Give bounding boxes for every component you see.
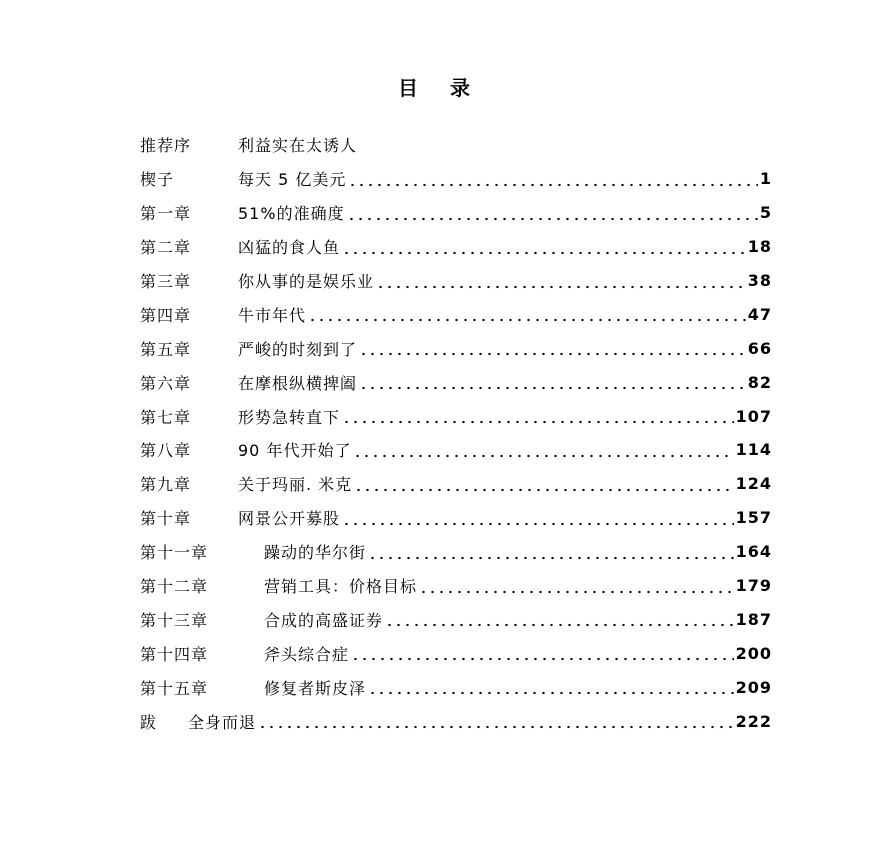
- toc-entry-epilogue[interactable]: [140, 704, 772, 738]
- toc-page-number: 222: [735, 711, 772, 731]
- toc-chapter-label: 第九章: [140, 475, 192, 495]
- toc-page-number: 164: [735, 542, 772, 562]
- toc-page-number: 114: [735, 440, 772, 460]
- toc-chapter-title: 90 年代开始了: [238, 441, 352, 461]
- toc-chapter-title: 牛市年代: [238, 305, 307, 325]
- toc-chapter-label: 第二章: [140, 238, 192, 258]
- toc-chapter-label: 第一章: [140, 204, 192, 224]
- dot-leader: [348, 171, 758, 187]
- toc-chapter-title: 关于玛丽. 米克: [238, 475, 353, 495]
- toc-chapter-title: 凶猛的食人鱼: [238, 238, 341, 258]
- toc-page-number: 38: [747, 271, 772, 290]
- toc-chapter-title: 斧头综合症: [264, 644, 350, 664]
- dot-leader: [354, 476, 733, 492]
- toc-entry-preface[interactable]: [140, 128, 772, 162]
- toc-page-number: 1: [759, 169, 772, 189]
- toc-page-number: 179: [735, 576, 772, 596]
- toc-chapter-label: 第十二章: [140, 577, 209, 597]
- toc-page-number: 200: [735, 643, 772, 663]
- toc-chapter-label: 第十五章: [140, 678, 209, 698]
- toc-entry-chapter-4[interactable]: [140, 297, 772, 331]
- toc-chapter-title: 全身而退: [188, 712, 257, 732]
- toc-chapter-label: 楔子: [140, 170, 175, 190]
- toc-page-number: 124: [735, 474, 772, 494]
- toc-chapter-label: 第六章: [140, 373, 192, 393]
- toc-chapter-title: 形势急转直下: [238, 407, 341, 427]
- page-title-right: 录: [450, 76, 472, 100]
- toc-entry-prologue[interactable]: [140, 162, 772, 196]
- toc-entry-chapter-11[interactable]: [140, 535, 772, 569]
- toc-chapter-label: 第五章: [140, 339, 192, 359]
- dot-leader: [353, 442, 733, 458]
- toc-page-number: 107: [735, 406, 772, 426]
- dot-leader: [351, 645, 734, 661]
- dot-leader: [359, 374, 746, 390]
- toc-page-number: 18: [747, 237, 772, 257]
- toc-entry-chapter-3[interactable]: [140, 264, 772, 298]
- toc-chapter-title: 躁动的华尔街: [264, 543, 367, 563]
- toc-chapter-title: 每天 5 亿美元: [238, 170, 347, 190]
- toc-chapter-label: 第十四章: [140, 644, 209, 664]
- toc-chapter-title: 营销工具：价格目标: [264, 577, 418, 597]
- toc-entry-chapter-12[interactable]: [140, 569, 772, 603]
- toc-entry-chapter-5[interactable]: [140, 331, 772, 365]
- toc-chapter-label: 第十三章: [140, 610, 209, 630]
- toc-chapter-label: 第十一章: [140, 543, 209, 563]
- dot-leader: [342, 510, 734, 526]
- dot-leader: [376, 273, 746, 289]
- page-title-left: 目: [398, 76, 420, 100]
- toc-page-number: 157: [735, 508, 772, 528]
- dot-leader: [342, 408, 734, 424]
- toc-page-number: 187: [735, 609, 772, 629]
- toc-chapter-label: 第三章: [140, 272, 192, 291]
- dot-leader: [258, 713, 734, 729]
- toc-chapter-label: 跋: [140, 712, 158, 732]
- toc-chapter-title: 合成的高盛证券: [264, 610, 384, 630]
- toc-entry-chapter-13[interactable]: [140, 602, 772, 636]
- dot-leader: [368, 544, 734, 560]
- toc-chapter-label: 第十章: [140, 509, 192, 529]
- page-title: [0, 72, 870, 101]
- toc-chapter-label: 第四章: [140, 305, 192, 325]
- toc-chapter-title: 在摩根纵横捭阖: [238, 373, 358, 393]
- dot-leader: [342, 239, 746, 255]
- toc-entry-chapter-2[interactable]: [140, 230, 772, 264]
- toc-entry-chapter-8[interactable]: [140, 433, 772, 467]
- dot-leader: [385, 611, 734, 627]
- toc-page-number: 82: [747, 372, 772, 392]
- toc-chapter-label: 第八章: [140, 441, 192, 461]
- dot-leader: [347, 205, 758, 221]
- toc-chapter-title: 网景公开募股: [238, 509, 341, 529]
- dot-leader: [419, 578, 734, 594]
- toc-page-number: 209: [735, 677, 772, 697]
- toc-chapter-label: 第七章: [140, 407, 192, 427]
- toc-page-number: 47: [747, 304, 772, 324]
- toc-chapter-title: 严峻的时刻到了: [238, 339, 358, 359]
- toc-chapter-label: 推荐序: [140, 136, 192, 156]
- dot-leader: [308, 306, 746, 322]
- toc-entry-chapter-6[interactable]: [140, 365, 772, 399]
- toc-entry-chapter-10[interactable]: [140, 501, 772, 535]
- toc-chapter-title: 修复者斯皮泽: [264, 678, 367, 698]
- dot-leader: [359, 340, 746, 356]
- toc-entry-chapter-7[interactable]: [140, 399, 772, 433]
- toc-entry-chapter-1[interactable]: [140, 196, 772, 230]
- toc-chapter-title: 51%的准确度: [238, 204, 345, 224]
- toc-page-number: 66: [747, 338, 772, 358]
- toc-page-number: 5: [759, 203, 772, 223]
- table-of-contents: [140, 128, 772, 738]
- toc-chapter-title: 你从事的是娱乐业: [238, 272, 375, 291]
- toc-entry-chapter-15[interactable]: [140, 670, 772, 704]
- dot-leader: [368, 679, 734, 695]
- toc-entry-chapter-9[interactable]: [140, 467, 772, 501]
- toc-chapter-title: 利益实在太诱人: [238, 136, 358, 156]
- toc-entry-chapter-14[interactable]: [140, 636, 772, 670]
